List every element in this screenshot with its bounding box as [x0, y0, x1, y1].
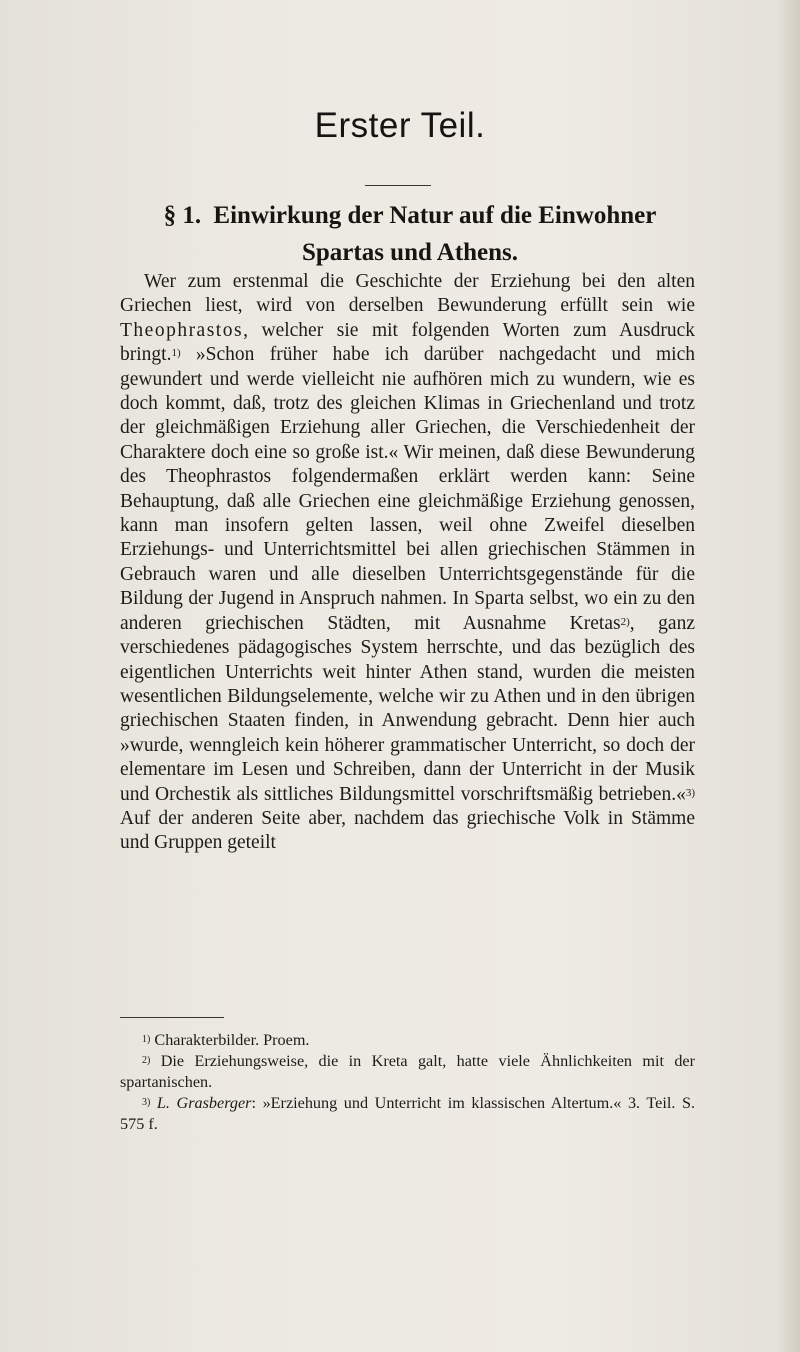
part-title: Erster Teil. [314, 106, 486, 145]
footnote-author: L. Grasberger [156, 1094, 252, 1112]
footnote-divider [120, 1017, 224, 1018]
footnote-2 [120, 1051, 695, 1093]
footnote-ref-2[interactable]: 2) [620, 615, 630, 628]
text-run: Auf der anderen Seite aber, nachdem das griechische Volk in Stämme und Gruppen geteilt [120, 807, 695, 854]
text-run: , welcher sie mit folgenden Worten zum Ausdruck bringt. [120, 319, 695, 366]
footnote-mark: 3) [142, 1097, 151, 1108]
page-edge-shadow [778, 0, 800, 1352]
section-number: § 1. [163, 202, 202, 229]
footnotes [120, 1030, 695, 1135]
section-heading [70, 197, 750, 271]
footnote-ref-1[interactable]: 1) [171, 347, 181, 360]
footnote-mark: 1) [142, 1034, 151, 1045]
section-title-line2: Spartas und Athens. [301, 239, 519, 266]
footnote-mark: 2) [142, 1055, 151, 1066]
footnote-3 [120, 1093, 695, 1135]
footnote-text: : »Erziehung und Unterricht im klassischen Altertum.« 3. Teil. S. 575 f. [120, 1094, 695, 1133]
footnote-1 [120, 1030, 695, 1051]
text-run: , ganz verschiedenes pädagogisches System herrschte, und das bezüglich des eigentlichen Unterrichts weit hinter Athen stand, wurden die meisten wesentlichen Bildungselemente, welche wir zu Athen und in den übrigen griechischen Staaten finden, in Anwendung gebracht. Denn hier auch »wurde, wenngleich kein höherer grammatischer Unterricht, so doch der elementare im Lesen und Schreiben, dann der Unterricht in der Musik und Orchestik als sittliches Bildungsmittel vorschriftsmäßig betrieben.« [120, 612, 695, 805]
spaced-name: Theophrastos [120, 319, 244, 341]
footnote-text: Charakterbilder. Proem. [150, 1031, 310, 1049]
footnote-ref-3[interactable]: 3) [685, 786, 695, 799]
title-divider [365, 185, 431, 186]
body-text [120, 270, 695, 856]
footnote-text: Die Erziehungsweise, die in Kreta galt, hatte viele Ähnlichkeiten mit der spartanischen. [120, 1052, 695, 1091]
section-title-line1: Einwirkung der Natur auf die Einwohner [213, 202, 657, 229]
paragraph [120, 270, 695, 856]
text-run: Wer zum erstenmal die Geschichte der Erziehung bei den alten Griechen liest, wird von derselben Bewunderung erfüllt sein wie [120, 271, 695, 317]
text-run: »Schon früher habe ich darüber nachgedacht und mich gewundert und werde vielleicht nie aufhören mich zu wundern, wie es doch kommt, daß, trotz des gleichen Klimas in Griechenland und trotz der gleichmäßigen Erziehung aller Griechen, die Verschiedenheit der Charaktere doch eine so große ist.« Wir meinen, daß diese Bewunderung des Theophrastos folgendermaßen erklärt werden kann: Seine Behauptung, daß alle Griechen eine gleichmäßige Erziehung genossen, kann man insofern gelten lassen, weil ohne Zweifel dieselben Erziehungs- und Unterrichtsmittel bei allen griechischen Stämmen in Gebrauch waren und alle dieselben Unterrichtsgegenstände für die Bildung der Jugend in Anspruch nahmen. In Sparta selbst, wo ein zu den anderen griechischen Städten, mit Ausnahme Kretas [120, 344, 695, 634]
